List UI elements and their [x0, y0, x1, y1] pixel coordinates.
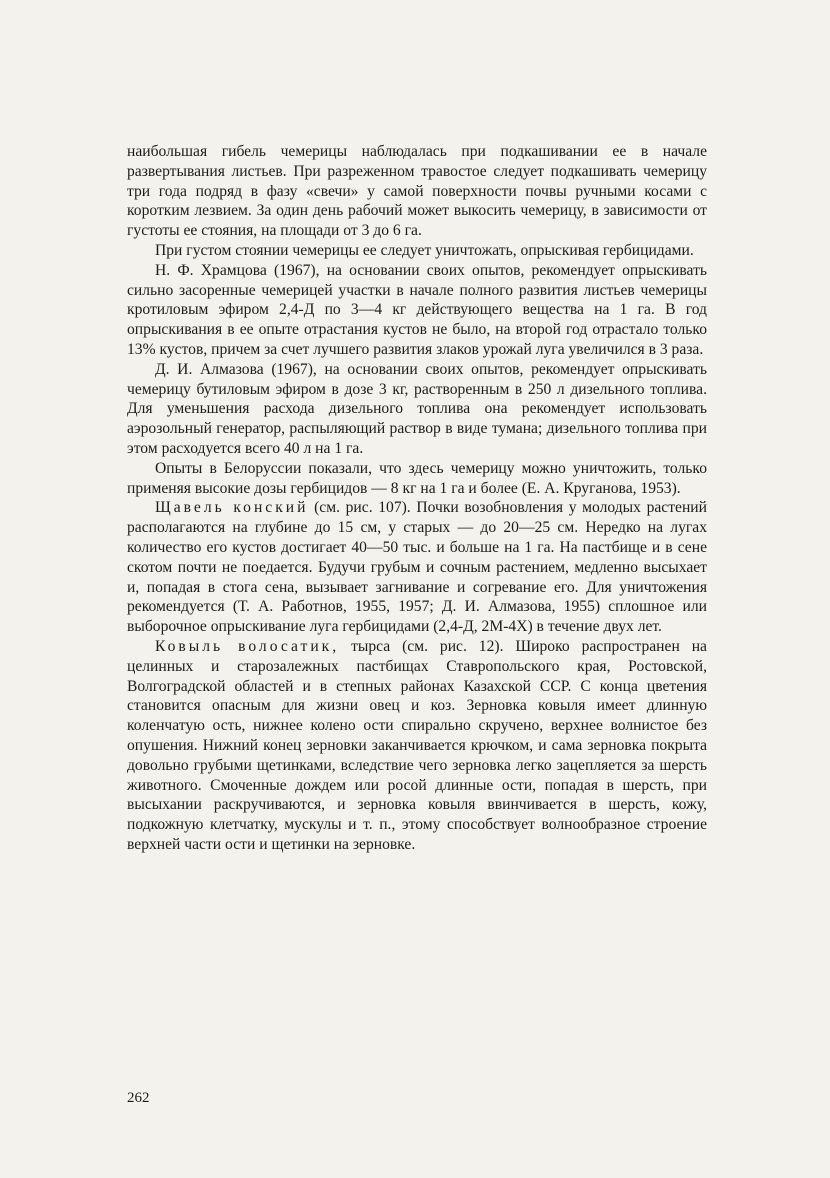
- species-name-sorrel: Щавель конский: [155, 499, 309, 517]
- paragraph-3: Н. Ф. Храмцова (1967), на основании своих опытов, рекомендует опрыскивать сильно засоренные чемерицей участки в начале полного развития листьев чемерицы кротиловым эфиром 2,4-Д по 3—4 кг действующего вещества на 1 га. В год опрыскивания в ее опыте отрастания кустов не было, на второй год отрастало только 13% кустов, причем за счет лучшего развития злаков урожай луга увеличился в 3 раза.: [127, 261, 707, 358]
- paragraph-6: Щавель конский (см. рис. 107). Почки возобновления у молодых растений располагаются на глубине до 15 см, у старых — до 20—25 см. Нередко на лугах количество его кустов достигает 40—50 тыс. и больше на 1 га. На пастбище и в сене скотом почти не поедается. Будучи грубым и сочным растением, медленно высыхает и, попадая в стога сена, вызывает загнивание и согревание его. Для уничтожения рекомендуется (Т. А. Работнов, 1955, 1957; Д. И. Алмазова, 1955) сплошное или выборочное опрыскивание луга гербицидами (2,4-Д, 2М-4Х) в течение двух лет.: [127, 499, 707, 636]
- paragraph-2: При густом стоянии чемерицы ее следует уничтожать, опрыскивая гербицидами.: [155, 241, 694, 259]
- body-text: [127, 142, 707, 855]
- paragraph-7: Ковыль волосатик, тырса (см. рис. 12). Широко распространен на целинных и старозалежных пастбищах Ставропольского края, Ростовской, Волгоградской областей и в степных районах Казахской ССР. С конца цветения становится опасным для жизни овец и коз. Зерновка ковыля имеет длинную коленчатую ость, нижнее колено ости спирально скручено, верхнее волнистое без опушения. Нижний конец зерновки заканчивается крючком, и сама зерновка покрыта довольно грубыми щетинками, вследствие чего зерновка легко зацепляется за шерсть животного. Смоченные дождем или росой длинные ости, попадая в шерсть, при высыхании раскручиваются, и зерновка ковыля ввинчивается в шерсть, кожу, подкожную клетчатку, мускулы и т. п., этому способствует волнообразное строение верхней части ости и щетинки на зерновке.: [127, 637, 707, 853]
- paragraph-4: Д. И. Алмазова (1967), на основании своих опытов, рекомендует опрыскивать чемерицу бутиловым эфиром в дозе 3 кг, растворенным в 250 л дизельного топлива. Для уменьшения расхода дизельного топлива она рекомендует использовать аэрозольный генератор, распыляющий раствор в виде тумана; дизельного топлива при этом расходуется всего 40 л на 1 га.: [127, 360, 707, 457]
- species-name-feathergrass: Ковыль волосатик,: [155, 637, 340, 655]
- paragraph-5: Опыты в Белоруссии показали, что здесь чемерицу можно уничтожить, только применяя высокие дозы гербицидов — 8 кг на 1 га и более (Е. А. Круганова, 1953).: [127, 459, 707, 497]
- page-number: 262: [127, 1090, 150, 1106]
- paragraph-1: наибольшая гибель чемерицы наблюдалась при подкашивании ее в начале развертывания листьев. При разреженном травостое следует подкашивать чемерицу три года подряд в фазу «свечи» у самой поверхности почвы ручными косами с коротким лезвием. За один день рабочий может выкосить чемерицу, в зависимости от густоты ее стояния, на площади от 3 до 6 га.: [127, 143, 707, 240]
